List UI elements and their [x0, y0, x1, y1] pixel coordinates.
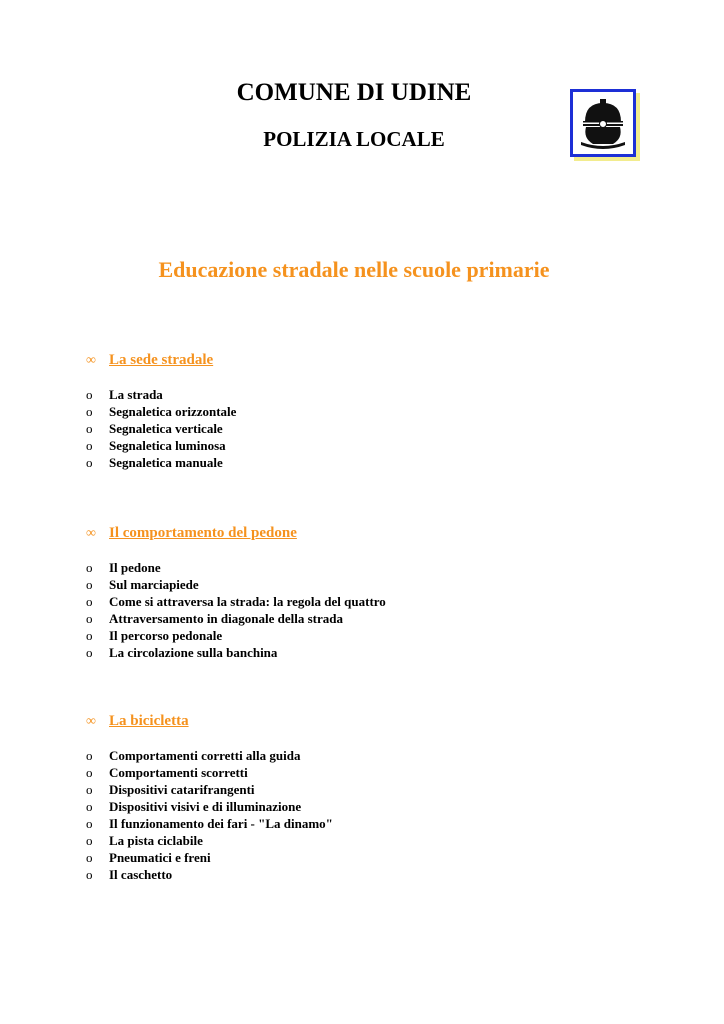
list-item-text: Segnaletica verticale — [109, 421, 223, 436]
list-item-text: Il caschetto — [109, 867, 173, 882]
circle-bullet-icon: o — [86, 560, 93, 575]
list-item-text: Segnaletica manuale — [109, 455, 223, 470]
list-item-text: La circolazione sulla banchina — [109, 645, 278, 660]
list-item-text: Il pedone — [109, 560, 161, 575]
circle-bullet-icon: o — [86, 577, 93, 592]
circle-bullet-icon: o — [86, 628, 93, 643]
circle-bullet-icon: o — [86, 833, 93, 848]
page-title: COMUNE DI UDINE — [236, 79, 472, 106]
list-item-text: La strada — [109, 387, 163, 402]
police-helmet-icon — [573, 92, 633, 154]
infinity-bullet-icon: ∞ — [86, 526, 96, 541]
section-heading — [86, 712, 646, 732]
section-heading — [86, 524, 646, 544]
section-bicicletta — [86, 712, 646, 882]
list-item-text: Come si attraversa la strada: la regola del quattro — [109, 594, 386, 609]
list-item-text: Comportamenti scorretti — [109, 765, 248, 780]
circle-bullet-icon: o — [86, 765, 93, 780]
list-item-text: Segnaletica orizzontale — [109, 404, 237, 419]
list-item-text: Comportamenti corretti alla guida — [109, 748, 301, 763]
circle-bullet-icon: o — [86, 816, 93, 831]
police-logo — [570, 89, 636, 157]
circle-bullet-icon: o — [86, 850, 93, 865]
section-comportamento-pedone — [86, 524, 646, 660]
infinity-bullet-icon: ∞ — [86, 714, 96, 729]
circle-bullet-icon: o — [86, 611, 93, 626]
infinity-bullet-icon: ∞ — [86, 353, 96, 368]
section-title: La sede stradale — [109, 352, 214, 368]
list-item-text: Segnaletica luminosa — [109, 438, 226, 453]
circle-bullet-icon: o — [86, 594, 93, 609]
list-item-text: Dispositivi visivi e di illuminazione — [109, 799, 302, 814]
circle-bullet-icon: o — [86, 799, 93, 814]
circle-bullet-icon: o — [86, 438, 93, 453]
list-item-text: Dispositivi catarifrangenti — [109, 782, 255, 797]
page-subtitle: POLIZIA LOCALE — [263, 127, 445, 151]
circle-bullet-icon: o — [86, 867, 93, 882]
list-item-text: La pista ciclabile — [109, 833, 203, 848]
section-title: La bicicletta — [109, 713, 189, 729]
list-item-text: Il percorso pedonale — [109, 628, 223, 643]
circle-bullet-icon: o — [86, 455, 93, 470]
circle-bullet-icon: o — [86, 421, 93, 436]
circle-bullet-icon: o — [86, 645, 93, 660]
list-item-text: Il funzionamento dei fari - "La dinamo" — [109, 816, 333, 831]
list-item-text: Pneumatici e freni — [109, 850, 211, 865]
section-sede-stradale — [86, 351, 646, 470]
list-item-text: Sul marciapiede — [109, 577, 199, 592]
circle-bullet-icon: o — [86, 748, 93, 763]
document-title: Educazione stradale nelle scuole primarie — [158, 257, 550, 282]
list-item-text: Attraversamento in diagonale della strada — [109, 611, 343, 626]
circle-bullet-icon: o — [86, 404, 93, 419]
section-heading — [86, 351, 646, 371]
circle-bullet-icon: o — [86, 387, 93, 402]
circle-bullet-icon: o — [86, 782, 93, 797]
section-title: Il comportamento del pedone — [109, 525, 297, 541]
